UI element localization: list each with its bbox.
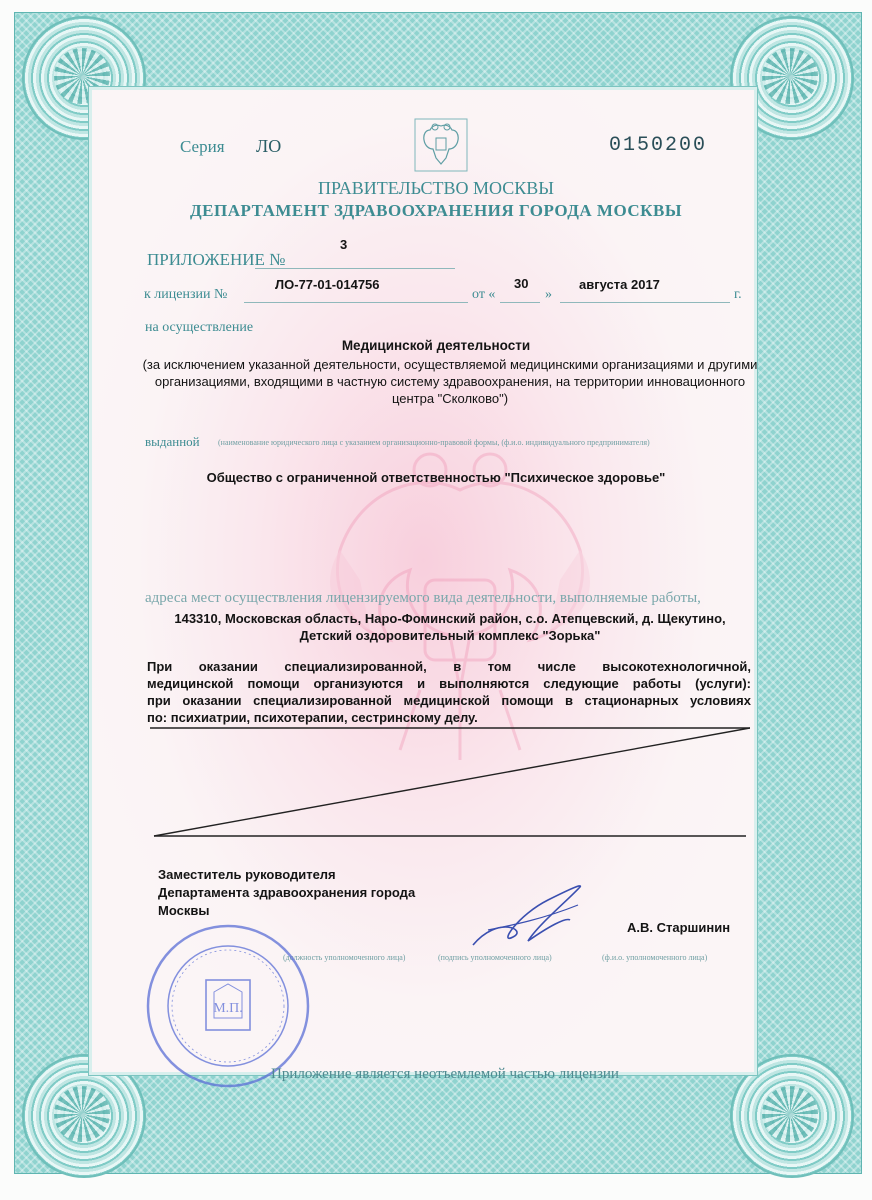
handwritten-signature-icon [468, 875, 588, 955]
license-month-year: августа 2017 [579, 277, 660, 292]
signer-name: А.В. Старшинин [627, 920, 731, 935]
z-strikeout [150, 720, 750, 840]
appendix-number: 3 [340, 237, 348, 252]
year-suffix: г. [734, 287, 742, 302]
license-number-line [244, 302, 468, 303]
issued-hint: (наименование юридического лица с указанием организационно-правовой формы, (ф.и.о. индивидуального предпринимателя) [218, 438, 650, 447]
address-line-1: 143310, Московская область, Наро-Фоминский район, с.о. Атепцевский, д. Щекутино, [174, 611, 726, 626]
signer-position: Заместитель руководителя Департамента здравоохранения города Москвы [158, 867, 416, 918]
appendix-number-line [255, 268, 455, 269]
date-from-label: от « [472, 287, 496, 302]
department-title: ДЕПАРТАМЕНТ ЗДРАВООХРАНЕНИЯ ГОРОДА МОСКВЫ [189, 201, 683, 220]
issued-label: выданной [145, 434, 200, 449]
works-text [147, 658, 751, 726]
hint-position: (должность уполномоченного лица) [283, 953, 406, 962]
month-year-line [560, 302, 730, 303]
date-close-quote: » [545, 287, 552, 302]
works-line-4: по: психиатрии, психотерапии, сестринскому делу. [147, 710, 478, 725]
series-value: ЛО [256, 136, 282, 156]
license-day: 30 [514, 276, 529, 291]
works-line-3: при оказании специализированной медицинской помощи в стационарных условиях [147, 693, 751, 708]
appendix-label: ПРИЛОЖЕНИЕ № [147, 250, 286, 269]
serial-number: 0150200 [609, 134, 708, 157]
activity-label: на осуществление [145, 320, 254, 335]
address-label: адреса мест осуществления лицензируемого вида деятельности, выполняемые работы, [145, 590, 701, 606]
hint-signature: (подпись уполномоченного лица) [438, 953, 552, 962]
hint-name: (ф.и.о. уполномоченного лица) [602, 953, 708, 962]
government-title: ПРАВИТЕЛЬСТВО МОСКВЫ [317, 178, 554, 198]
day-line [500, 302, 540, 303]
license-number: ЛО-77-01-014756 [275, 277, 380, 292]
works-line-1: При оказании специализированной, в том числе высокотехнологичной, [147, 659, 751, 674]
activity-description: (за исключением указанной деятельности, осуществляемой медицинскими организациями и другими организациями, входящими в частную систему здравоохранения, на территории инновационного центра "Сколково") [142, 357, 758, 406]
series-label: Серия [180, 137, 225, 156]
organization-name: Общество с ограниченной ответственностью "Психическое здоровье" [206, 470, 666, 485]
address-line-2: Детский оздоровительный комплекс "Зорька" [299, 628, 601, 643]
works-line-2: медицинской помощи организуются и выполняются следующие работы (услуги): [147, 676, 751, 691]
activity-main: Медицинской деятельности [341, 338, 531, 353]
official-stamp-icon [144, 922, 312, 1090]
coat-of-arms-icon [414, 118, 468, 172]
license-label: к лицензии № [144, 287, 228, 302]
footer-note: Приложение является неотъемлемой частью лицензии [271, 1066, 619, 1082]
svg-text:М.П.: М.П. [213, 1001, 243, 1016]
